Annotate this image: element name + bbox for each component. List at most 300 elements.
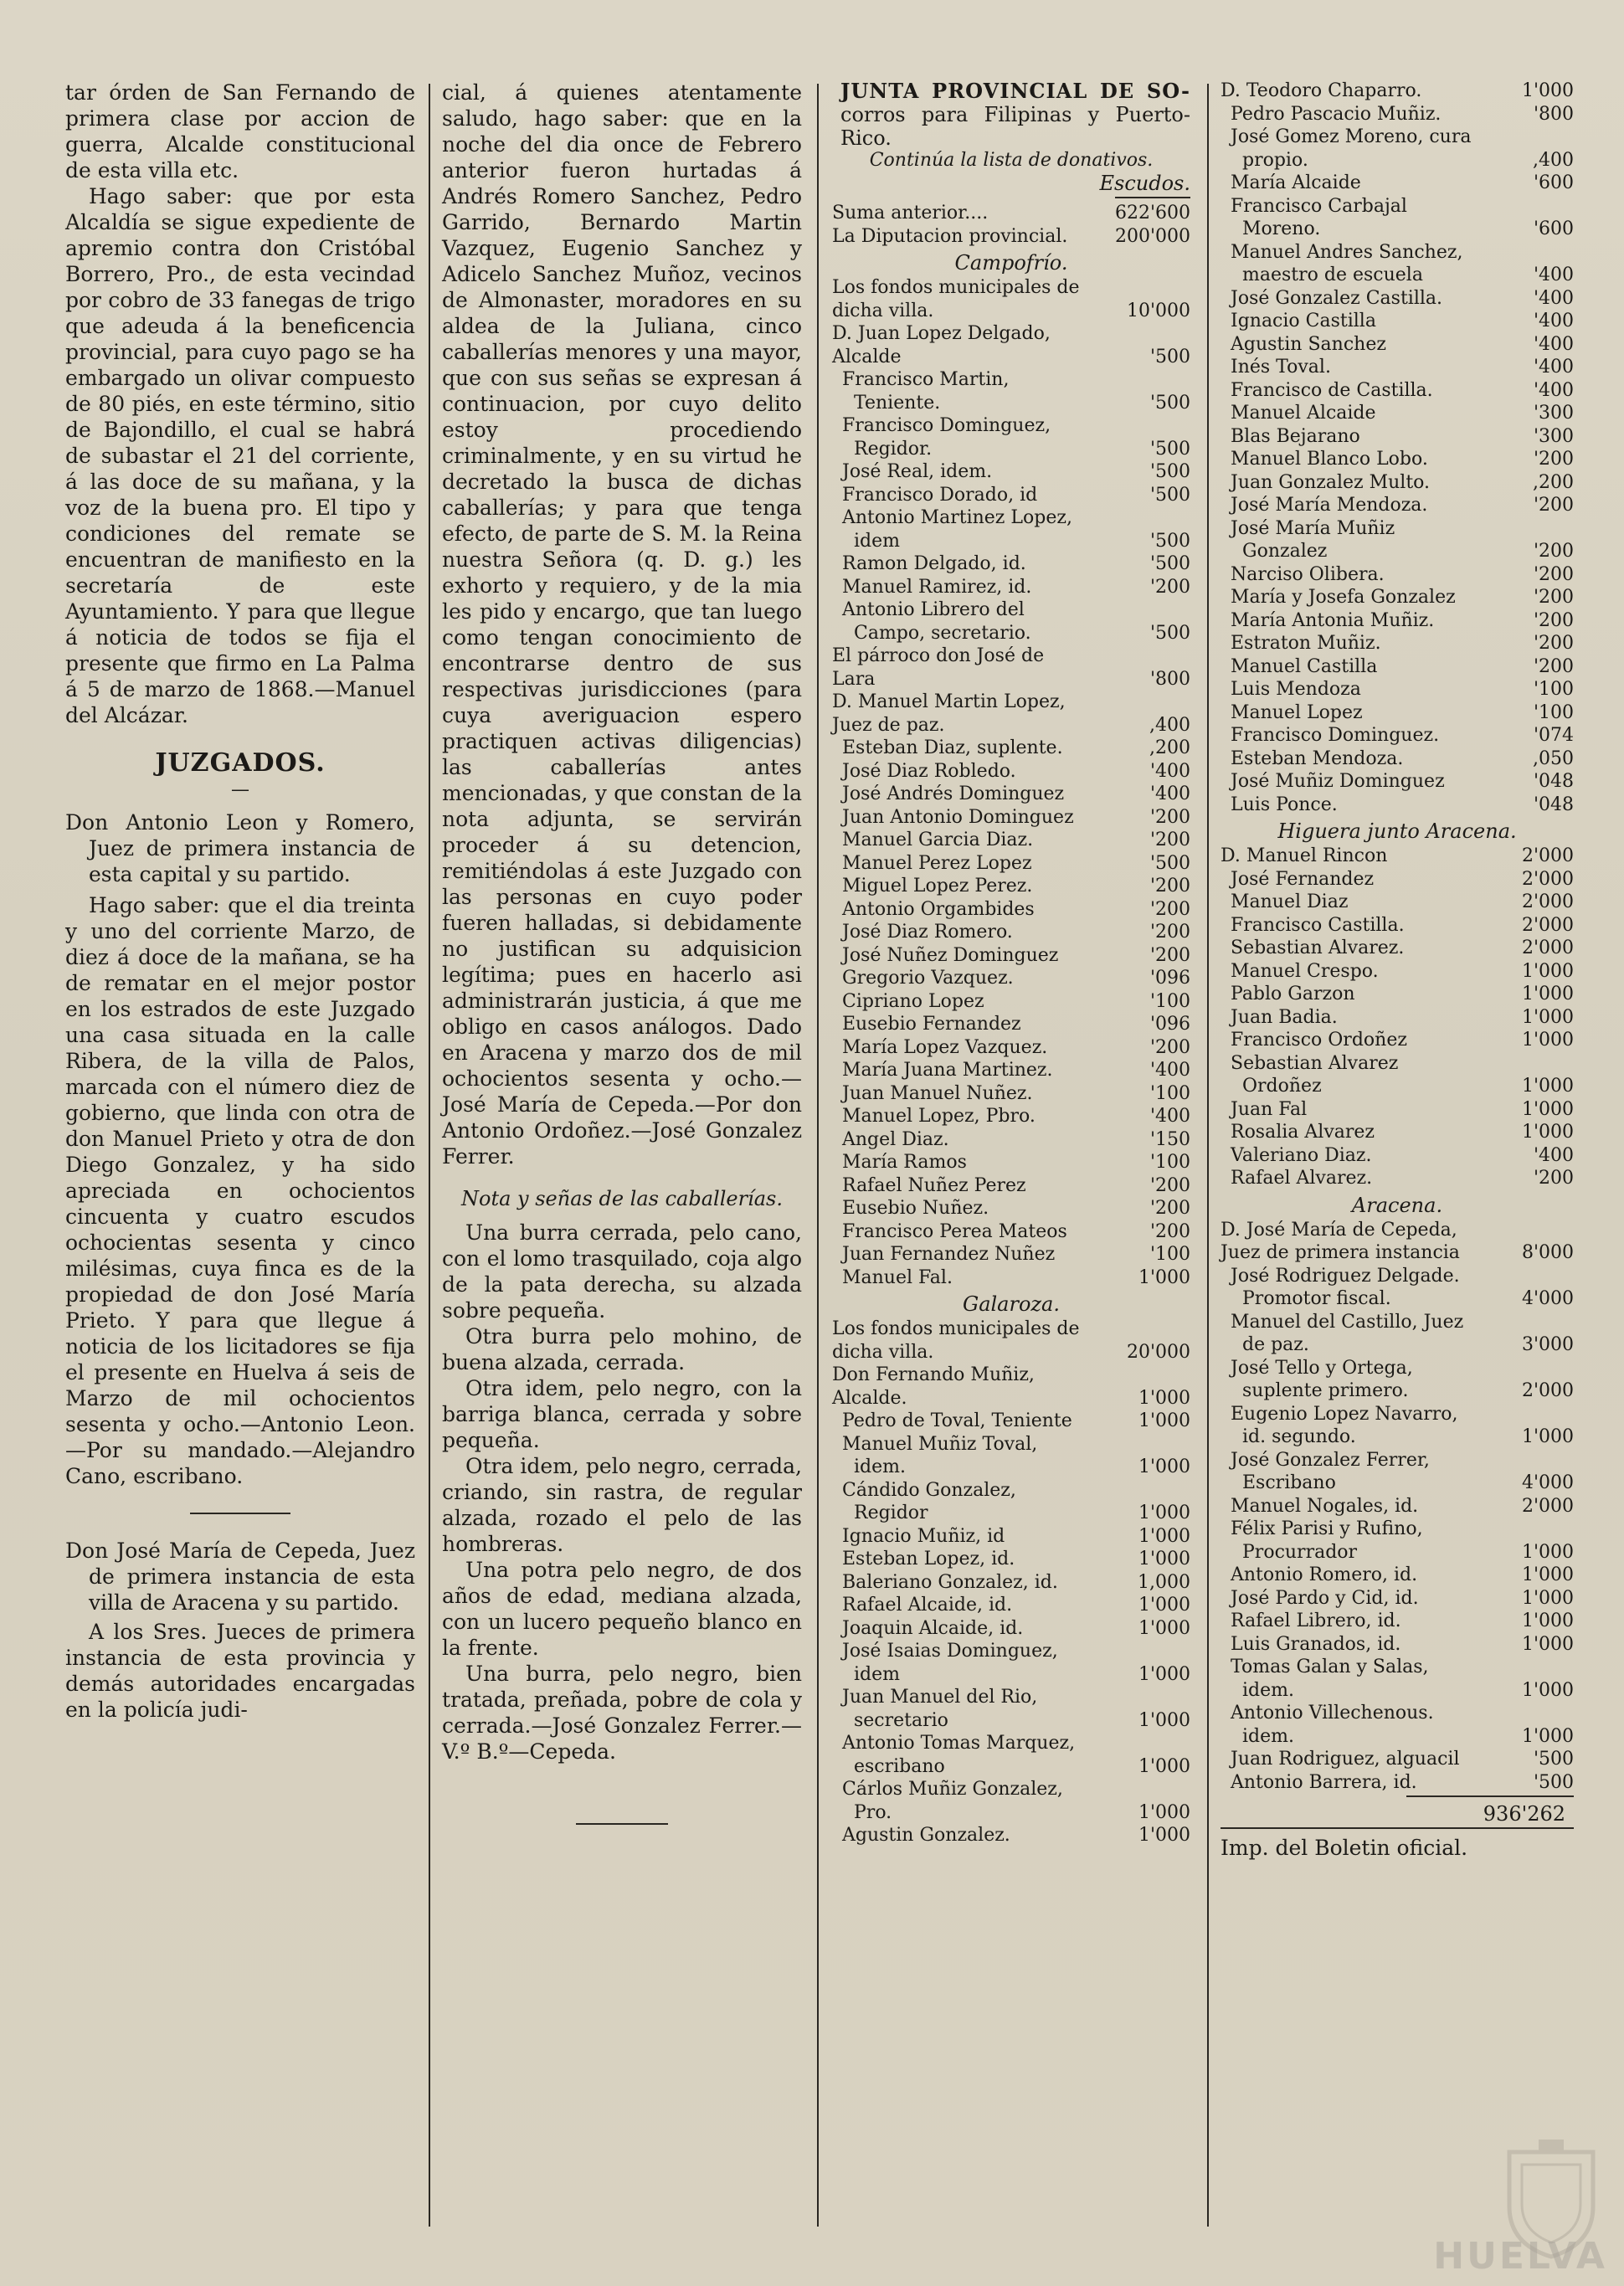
- list-item: [1221, 701, 1574, 725]
- donation-amount: '200: [1149, 806, 1190, 828]
- donor-name: D. Juan Lopez Delgado, Alcalde: [832, 323, 1051, 367]
- list-item: [1221, 1029, 1574, 1052]
- donation-amount: '100: [1533, 679, 1574, 700]
- donor-name: María Ramos: [842, 1152, 967, 1173]
- donation-amount: '200: [1149, 898, 1190, 920]
- donor-name: María Antonia Muñiz.: [1231, 609, 1435, 631]
- donation-amount: 1'000: [1138, 1595, 1190, 1616]
- list-item: [1221, 1449, 1574, 1495]
- list-item: [1221, 914, 1574, 938]
- list-item: [1221, 1702, 1574, 1748]
- donor-name: José Diaz Robledo.: [842, 760, 1016, 782]
- donor-name: Gregorio Vazquez.: [842, 968, 1014, 989]
- donation-amount: 2'000: [1521, 868, 1574, 890]
- list-item: [1221, 1656, 1574, 1702]
- donation-amount: 8'000: [1521, 1242, 1574, 1263]
- donor-name: Joaquin Alcaide, id.: [842, 1617, 1024, 1639]
- list-item: [1221, 172, 1574, 195]
- donor-name: Esteban Diaz, suplente.: [842, 737, 1063, 758]
- list-item: [832, 552, 1190, 576]
- donor-name: Manuel Ramirez, id.: [842, 576, 1032, 598]
- donation-amount: '500: [1149, 622, 1190, 644]
- donor-name: José Gonzalez Castilla.: [1231, 287, 1442, 309]
- paragraph: A los Sres. Jueces de primera instancia de esta provincia y demás autoridades encargadas en la policía judi-: [65, 1620, 415, 1722]
- donor-name: María Alcaide: [1231, 172, 1361, 193]
- list-item: [1221, 563, 1574, 587]
- list-item: [832, 322, 1190, 368]
- list-item: [832, 368, 1190, 414]
- donor-name: Juan Badia.: [1231, 1006, 1338, 1028]
- list-item: [832, 484, 1190, 507]
- donor-name: Francisco de Castilla.: [1231, 379, 1433, 401]
- note-title: Nota y señas de las caballerías.: [461, 1187, 783, 1210]
- list-item: [832, 967, 1190, 990]
- list-item: [832, 1410, 1190, 1433]
- donation-amount: 1'000: [1521, 984, 1574, 1004]
- list-item: [1221, 310, 1574, 333]
- donation-amount: '048: [1533, 794, 1574, 815]
- donor-name: Manuel Perez Lopez: [842, 852, 1032, 874]
- paragraph: Una potra pelo negro, de dos años de edad, mediana alzada, con un lucero pequeño blanco en la frente.: [442, 1558, 802, 1660]
- list-item: [832, 1732, 1190, 1778]
- donor-name: Eusebio Fernandez: [842, 1014, 1021, 1035]
- total-rule: [1221, 1827, 1574, 1829]
- list-item: [832, 1128, 1190, 1152]
- donation-amount: '500: [1149, 530, 1190, 552]
- list-item: [1221, 494, 1574, 517]
- paragraph: Una burra, pelo negro, bien tratada, preñada, pobre de cola y cerrada.—José Gonzalez Ferrer.—V.º B.º—Cepeda.: [442, 1662, 802, 1764]
- list-item: [1221, 356, 1574, 379]
- donation-amount: '200: [1533, 541, 1574, 562]
- donation-amount: '100: [1149, 990, 1190, 1012]
- list-item: [1221, 1144, 1574, 1168]
- donor-name: Cárlos Muñiz Gonzalez, Pro.: [842, 1779, 1063, 1823]
- list-item: [1221, 517, 1574, 563]
- list-item: [832, 1036, 1190, 1060]
- list-item: [1221, 1219, 1574, 1265]
- donor-name: Cándido Gonzalez, Regidor: [842, 1479, 1016, 1523]
- donation-amount: '400: [1149, 1106, 1190, 1127]
- donation-amount: '800: [1149, 668, 1190, 690]
- donation-amount: 1'000: [1138, 1525, 1190, 1547]
- donor-name: Rafael Nuñez Perez: [842, 1174, 1026, 1196]
- unit-rule: [1115, 197, 1190, 198]
- list-item: [832, 460, 1190, 484]
- donation-amount: 1'000: [1521, 1610, 1574, 1631]
- donation-amount: '400: [1533, 265, 1574, 285]
- donation-amount: '200: [1149, 922, 1190, 943]
- list-item: [832, 1479, 1190, 1525]
- total-amount: 936'262: [1483, 1802, 1565, 1826]
- donor-name: Estraton Muñiz.: [1231, 633, 1381, 654]
- list-title-rest: corros para Filipinas y Puerto-Rico.: [840, 103, 1190, 150]
- donation-list: [832, 202, 1190, 1847]
- donor-name: Manuel Garcia Diaz.: [842, 830, 1034, 850]
- donor-name: Agustin Gonzalez.: [842, 1825, 1010, 1846]
- donation-amount: '500: [1149, 392, 1190, 414]
- donation-amount: 4'000: [1521, 1288, 1574, 1309]
- donation-amount: 1'000: [1138, 1663, 1190, 1685]
- donation-amount: 1'000: [1521, 1122, 1574, 1143]
- list-item: [1221, 1403, 1574, 1449]
- donor-name: José Gomez Moreno, cura propio.: [1231, 126, 1472, 171]
- list-subtitle: Continúa la lista de donativos.: [869, 150, 1154, 171]
- donor-name: Manuel Andres Sanchez, maestro de escuela: [1231, 241, 1463, 285]
- list-item: [832, 944, 1190, 968]
- list-item: [1221, 747, 1574, 771]
- donation-amount: 2'000: [1521, 891, 1574, 912]
- donation-amount: 1'000: [1521, 1587, 1574, 1609]
- donation-amount: '200: [1149, 1198, 1190, 1219]
- list-item: [1221, 1587, 1574, 1610]
- donor-name: José Andrés Dominguez: [842, 783, 1065, 804]
- donor-name: Don Fernando Muñiz, Alcalde.: [832, 1364, 1035, 1409]
- donation-amount: '500: [1149, 438, 1190, 460]
- donor-name: Rafael Alcaide, id.: [842, 1595, 1013, 1616]
- list-item: [1221, 425, 1574, 449]
- donation-amount: '200: [1149, 1036, 1190, 1058]
- list-item: [1221, 845, 1574, 868]
- donation-amount: '400: [1533, 1144, 1574, 1166]
- donation-amount: 1'000: [1138, 1825, 1190, 1846]
- donor-name: Manuel del Castillo, Juez de paz.: [1231, 1311, 1464, 1355]
- list-item: [832, 898, 1190, 922]
- donation-amount: '300: [1533, 403, 1574, 424]
- donation-amount: 1'000: [1521, 1030, 1574, 1051]
- donor-name: El párroco don José de Lara: [832, 645, 1045, 690]
- donor-name: D. Manuel Martin Lopez, Juez de paz.: [832, 691, 1066, 736]
- donation-amount: '600: [1533, 218, 1574, 239]
- donor-name: José Fernandez: [1231, 868, 1375, 890]
- total-rule: [1406, 1795, 1574, 1797]
- list-item: [832, 875, 1190, 898]
- column-3: [832, 80, 1190, 2253]
- list-item: [1221, 794, 1574, 817]
- donation-amount: '200: [1533, 563, 1574, 585]
- donation-amount: '200: [1149, 1220, 1190, 1242]
- donor-name: Ignacio Muñiz, id: [842, 1525, 1005, 1547]
- donor-name: Blas Bejarano: [1231, 425, 1360, 447]
- list-item: [1221, 1098, 1574, 1122]
- donation-amount: '500: [1533, 1749, 1574, 1770]
- donation-amount: '200: [1149, 1174, 1190, 1196]
- donation-amount: 622'600: [1114, 203, 1190, 223]
- list-item: [832, 1059, 1190, 1082]
- list-item: [832, 852, 1190, 876]
- donor-name: Francisco Martin, Teniente.: [842, 369, 1010, 414]
- donor-name: Agustin Sanchez: [1231, 333, 1386, 355]
- donor-name: María y Josefa Gonzalez: [1231, 587, 1456, 608]
- separator: [190, 1513, 290, 1514]
- list-item: [832, 598, 1190, 645]
- donation-amount: '100: [1149, 1152, 1190, 1173]
- donor-name: Francisco Dominguez, Regidor.: [842, 415, 1051, 460]
- donor-name: Francisco Castilla.: [1231, 914, 1405, 936]
- donor-name: Manuel Muñiz Toval, idem.: [842, 1433, 1038, 1477]
- donor-name: Valeriano Diaz.: [1231, 1144, 1372, 1166]
- donor-name: Los fondos municipales de dicha villa.: [832, 277, 1080, 321]
- list-item: [832, 1266, 1190, 1290]
- donation-amount: 1'000: [1138, 1266, 1190, 1288]
- donation-amount: '400: [1533, 379, 1574, 401]
- column-rule: [817, 84, 819, 2227]
- list-item: [832, 1318, 1190, 1364]
- donation-amount: 3'000: [1521, 1334, 1574, 1355]
- list-item: [1221, 770, 1574, 794]
- donation-amount: 200'000: [1114, 225, 1190, 247]
- donation-amount: '074: [1533, 725, 1574, 746]
- list-item: [1221, 632, 1574, 655]
- donation-amount: 1'000: [1138, 1617, 1190, 1639]
- donation-amount: 1'000: [1521, 1098, 1574, 1120]
- donor-name: Angel Diaz.: [842, 1128, 949, 1150]
- donation-amount: ,200: [1149, 737, 1190, 758]
- donor-name: Manuel Fal.: [842, 1266, 953, 1288]
- donation-list: [1221, 80, 1574, 1794]
- paragraph: Hago saber: que por esta Alcaldía se sigue expediente de apremio contra don Cristóbal Borrero, Pro., de esta vecindad por cobro de 33 fanegas de trigo que adeuda á la beneficencia provincial, para cuyo pago se ha embargado un olivar compuesto de 80 piés, en este término, sitio de Bajondillo, el cual se habrá de subastar el 21 del corriente, á las doce de su mañana, y la voz de la buena pro. El tipo y condiciones del remate se encuentran de manifiesto en la secretaría de este Ayuntamiento. Y para que llegue á noticia de todos se fija el presente que firmo en La Palma á 5 de marzo de 1868.—Manuel del Alcázar.: [65, 184, 415, 727]
- list-title: [832, 80, 1190, 150]
- paragraph: Una burra cerrada, pelo cano, con el lomo trasquilado, coja algo de la pata derecha, su alzada sobre pequeña.: [442, 1220, 802, 1323]
- donor-name: Juan Fernandez Nuñez: [842, 1244, 1056, 1265]
- donor-name: José María Mendoza.: [1231, 495, 1428, 516]
- donation-amount: '100: [1149, 1244, 1190, 1265]
- donation-amount: '500: [1149, 553, 1190, 574]
- list-item: [832, 1105, 1190, 1128]
- list-item: [1221, 448, 1574, 471]
- donor-name: Manuel Lopez, Pbro.: [842, 1106, 1036, 1127]
- list-section-heading: Aracena.: [1351, 1193, 1443, 1217]
- list-item: [1221, 241, 1574, 287]
- list-item: [832, 414, 1190, 460]
- list-item: [1221, 379, 1574, 403]
- list-item: [1221, 1564, 1574, 1587]
- column-rule: [1207, 84, 1209, 2227]
- donor-name: Juan Fal: [1231, 1098, 1308, 1120]
- donor-name: Eugenio Lopez Navarro, id. segundo.: [1231, 1403, 1458, 1447]
- donor-name: José Pardo y Cid, id.: [1231, 1587, 1419, 1609]
- list-item: [832, 1778, 1190, 1824]
- donor-name: José Nuñez Dominguez: [842, 944, 1059, 966]
- list-item: [832, 506, 1190, 552]
- donation-amount: '400: [1149, 760, 1190, 782]
- donor-name: Sebastian Alvarez.: [1231, 938, 1405, 958]
- list-item: [1221, 1633, 1574, 1657]
- donor-name: José Gonzalez Ferrer, Escribano: [1231, 1449, 1430, 1493]
- donation-amount: '400: [1533, 287, 1574, 309]
- donor-name: Francisco Carbajal Moreno.: [1231, 195, 1407, 239]
- donor-name: Luis Granados, id.: [1231, 1633, 1401, 1655]
- list-section-heading: Galaroza.: [963, 1292, 1060, 1316]
- list-item: [832, 276, 1190, 322]
- donation-amount: 1'000: [1138, 1387, 1190, 1409]
- donor-name: Rosalia Alvarez: [1231, 1122, 1375, 1143]
- list-item: [1221, 678, 1574, 701]
- donation-amount: 1'000: [1521, 1541, 1574, 1563]
- donation-amount: '400: [1533, 311, 1574, 331]
- donation-amount: 10'000: [1126, 300, 1190, 321]
- donation-amount: 2'000: [1521, 1495, 1574, 1517]
- list-item: [832, 645, 1190, 691]
- list-item: [832, 1197, 1190, 1220]
- donation-amount: '200: [1149, 576, 1190, 598]
- donation-amount: 1,000: [1138, 1571, 1190, 1593]
- donor-name: Juan Antonio Dominguez: [842, 806, 1074, 828]
- donor-name: Pedro Pascacio Muñiz.: [1231, 103, 1442, 125]
- donor-name: D. Teodoro Chaparro.: [1221, 80, 1422, 101]
- donation-amount: ,400: [1149, 714, 1190, 736]
- donation-amount: '150: [1149, 1128, 1190, 1150]
- donation-amount: '400: [1533, 333, 1574, 355]
- donor-name: Sebastian Alvarez Ordoñez: [1231, 1052, 1399, 1097]
- donation-amount: '100: [1149, 1082, 1190, 1104]
- donation-amount: '200: [1149, 876, 1190, 896]
- list-item: [1221, 1771, 1574, 1795]
- paragraph: Don José María de Cepeda, Juez de primera instancia de esta villa de Aracena y su partido.: [65, 1539, 415, 1615]
- donation-amount: '500: [1149, 461, 1190, 482]
- list-item: [1221, 586, 1574, 609]
- list-item: [1221, 402, 1574, 425]
- donor-name: Rafael Librero, id.: [1231, 1610, 1401, 1631]
- list-item: [832, 1824, 1190, 1847]
- list-item: [1221, 333, 1574, 357]
- donor-name: Tomas Galan y Salas, idem.: [1231, 1657, 1429, 1701]
- list-item: [832, 806, 1190, 830]
- donor-name: Juan Gonzalez Multo.: [1231, 471, 1431, 493]
- donation-amount: 1'000: [1521, 1679, 1574, 1701]
- list-item: [1221, 1748, 1574, 1771]
- separator: [576, 1823, 668, 1825]
- donor-name: Antonio Orgambides: [842, 898, 1035, 920]
- donation-amount: 1'000: [1138, 1456, 1190, 1477]
- donation-amount: '500: [1533, 1771, 1574, 1793]
- section-heading: JUZGADOS.: [155, 748, 326, 778]
- donor-name: José Rodriguez Delgade. Promotor fiscal.: [1231, 1265, 1460, 1309]
- heading-dash: —: [231, 779, 249, 800]
- list-item: [1221, 1311, 1574, 1357]
- donor-name: Antonio Martinez Lopez, idem: [842, 507, 1072, 552]
- donor-name: José Isaias Dominguez, idem: [842, 1641, 1058, 1685]
- donor-name: Antonio Villechenous. idem.: [1231, 1703, 1434, 1747]
- list-item: [832, 1220, 1190, 1244]
- list-item: [832, 1686, 1190, 1732]
- donor-name: Narciso Olibera.: [1231, 563, 1385, 585]
- donation-amount: 1'000: [1138, 1503, 1190, 1523]
- donor-name: Luis Mendoza: [1231, 679, 1361, 700]
- donation-amount: 1'000: [1521, 1006, 1574, 1028]
- donor-name: Esteban Mendoza.: [1231, 747, 1404, 769]
- donation-amount: 1'000: [1138, 1410, 1190, 1431]
- donor-name: D. José María de Cepeda, Juez de primera instancia: [1221, 1219, 1460, 1263]
- donation-amount: '400: [1533, 357, 1574, 378]
- donor-name: José Diaz Romero.: [842, 922, 1013, 943]
- donor-name: Eusebio Nuñez.: [842, 1198, 989, 1219]
- donation-amount: 1'000: [1521, 1076, 1574, 1097]
- watermark-text: HUELVA: [1433, 2235, 1607, 2278]
- list-item: [832, 1548, 1190, 1571]
- list-item: [832, 1151, 1190, 1174]
- donor-name: Francisco Dorado, id: [842, 484, 1038, 506]
- paragraph: tar órden de San Fernando de primera clase por accion de guerra, Alcalde constitucional de esta villa etc.: [65, 80, 415, 182]
- donor-name: D. Manuel Rincon: [1221, 845, 1388, 866]
- paragraph: cial, á quienes atentamente saludo, hago saber: que en la noche del dia once de Febrero anterior fueron hurtadas á Andrés Romero Sanchez, Pedro Garrido, Bernardo Martin Vazquez, Eugenio Sanchez y Adicelo Sanchez Muñoz, vecinos de Almonaster, moradores en su aldea de la Juliana, cinco caballerías menores y una mayor, que con sus señas se expresan á continuacion, por cuyo delito estoy procediendo criminalmente, y en su virtud he decretado la busca de dichas caballerías; y para que tenga efecto, de parte de S. M. la Reina nuestra Señora (q. D. g.) les exhorto y requiero, y de la mia les pido y encargo, que tan luego como tengan conocimiento de encontrarse dentro de sus respectivas jurisdicciones (para cuya averiguacion espero practiquen activas diligencias) las caballerías antes mencionadas, y que constan de la nota adjunta, se servirán proceder á su detencion, remitiéndolas á este Juzgado con las personas en cuyo poder fueren halladas, si debidamente no justifican su adquisicion legítima; pues en hacerlo asi administrarán justicia, á que me obligo en casos análogos. Dado en Aracena y marzo dos de mil ochocientos sesenta y ocho.—José María de Cepeda.—Por don Antonio Ordoñez.—José Gonzalez Ferrer.: [442, 80, 802, 1169]
- list-item: [832, 760, 1190, 783]
- list-item: [832, 990, 1190, 1014]
- column-4: [1221, 80, 1574, 2253]
- list-item: [1221, 471, 1574, 495]
- donor-name: Manuel Nogales, id.: [1231, 1495, 1419, 1517]
- list-item: [832, 1364, 1190, 1410]
- imprint: Imp. del Boletin oficial.: [1221, 1836, 1468, 1860]
- list-item: [832, 737, 1190, 760]
- list-item: [1221, 983, 1574, 1006]
- donor-name: Antonio Tomas Marquez, escribano: [842, 1733, 1076, 1777]
- donation-amount: ,200: [1533, 471, 1574, 493]
- donation-amount: 2'000: [1521, 914, 1574, 936]
- list-item: [1221, 937, 1574, 960]
- list-item: [832, 1594, 1190, 1617]
- donation-amount: 1'000: [1138, 1801, 1190, 1823]
- donation-amount: '400: [1149, 783, 1190, 804]
- list-item: [1221, 126, 1574, 172]
- donor-name: Manuel Alcaide: [1231, 403, 1376, 424]
- list-title-bold: JUNTA PROVINCIAL DE SO-: [840, 79, 1190, 103]
- donation-amount: 1'000: [1138, 1755, 1190, 1777]
- list-item: [832, 921, 1190, 944]
- donation-amount: '200: [1533, 1168, 1574, 1189]
- list-item: [1221, 724, 1574, 747]
- donor-name: Rafael Alvarez.: [1231, 1168, 1373, 1189]
- paragraph: Otra idem, pelo negro, con la barriga blanca, cerrada y sobre pequeña.: [442, 1376, 802, 1452]
- donor-name: Manuel Blanco Lobo.: [1231, 449, 1428, 470]
- list-item: [1221, 1495, 1574, 1518]
- donation-amount: '600: [1533, 172, 1574, 193]
- list-item: [832, 1243, 1190, 1266]
- donor-name: Manuel Lopez: [1231, 701, 1363, 723]
- list-item: [832, 1525, 1190, 1549]
- donation-amount: '100: [1533, 701, 1574, 723]
- donor-name: Los fondos municipales de dicha villa.: [832, 1318, 1080, 1363]
- donation-amount: '400: [1149, 1060, 1190, 1081]
- list-item: [832, 1433, 1190, 1479]
- donor-name: Ignacio Castilla: [1231, 311, 1376, 331]
- donation-amount: 2'000: [1521, 1380, 1574, 1401]
- donor-name: José Muñiz Dominguez: [1231, 771, 1445, 792]
- donor-name: Cipriano Lopez: [842, 990, 984, 1012]
- donor-name: Esteban Lopez, id.: [842, 1549, 1015, 1569]
- list-item: [1221, 1518, 1574, 1564]
- donor-name: Antonio Librero del Campo, secretario.: [842, 599, 1031, 644]
- donation-amount: 1'000: [1138, 1549, 1190, 1569]
- list-item: [1221, 960, 1574, 984]
- donation-amount: '200: [1533, 587, 1574, 608]
- donor-name: Inés Toval.: [1231, 357, 1331, 378]
- list-item: [1221, 1167, 1574, 1190]
- list-item: [832, 1174, 1190, 1198]
- list-item: [832, 1082, 1190, 1106]
- paragraph: Otra burra pelo mohino, de buena alzada, cerrada.: [442, 1324, 802, 1374]
- list-item: [1221, 1052, 1574, 1098]
- list-item: [832, 691, 1190, 737]
- list-item: [1221, 287, 1574, 311]
- list-item: [1221, 103, 1574, 126]
- donor-name: Francisco Ordoñez: [1231, 1030, 1407, 1051]
- donation-amount: '200: [1149, 830, 1190, 850]
- donation-amount: 2'000: [1521, 938, 1574, 958]
- list-item: [1221, 868, 1574, 891]
- donor-name: Juan Manuel Nuñez.: [842, 1082, 1033, 1104]
- list-item: [832, 576, 1190, 599]
- list-item: [1221, 1265, 1574, 1311]
